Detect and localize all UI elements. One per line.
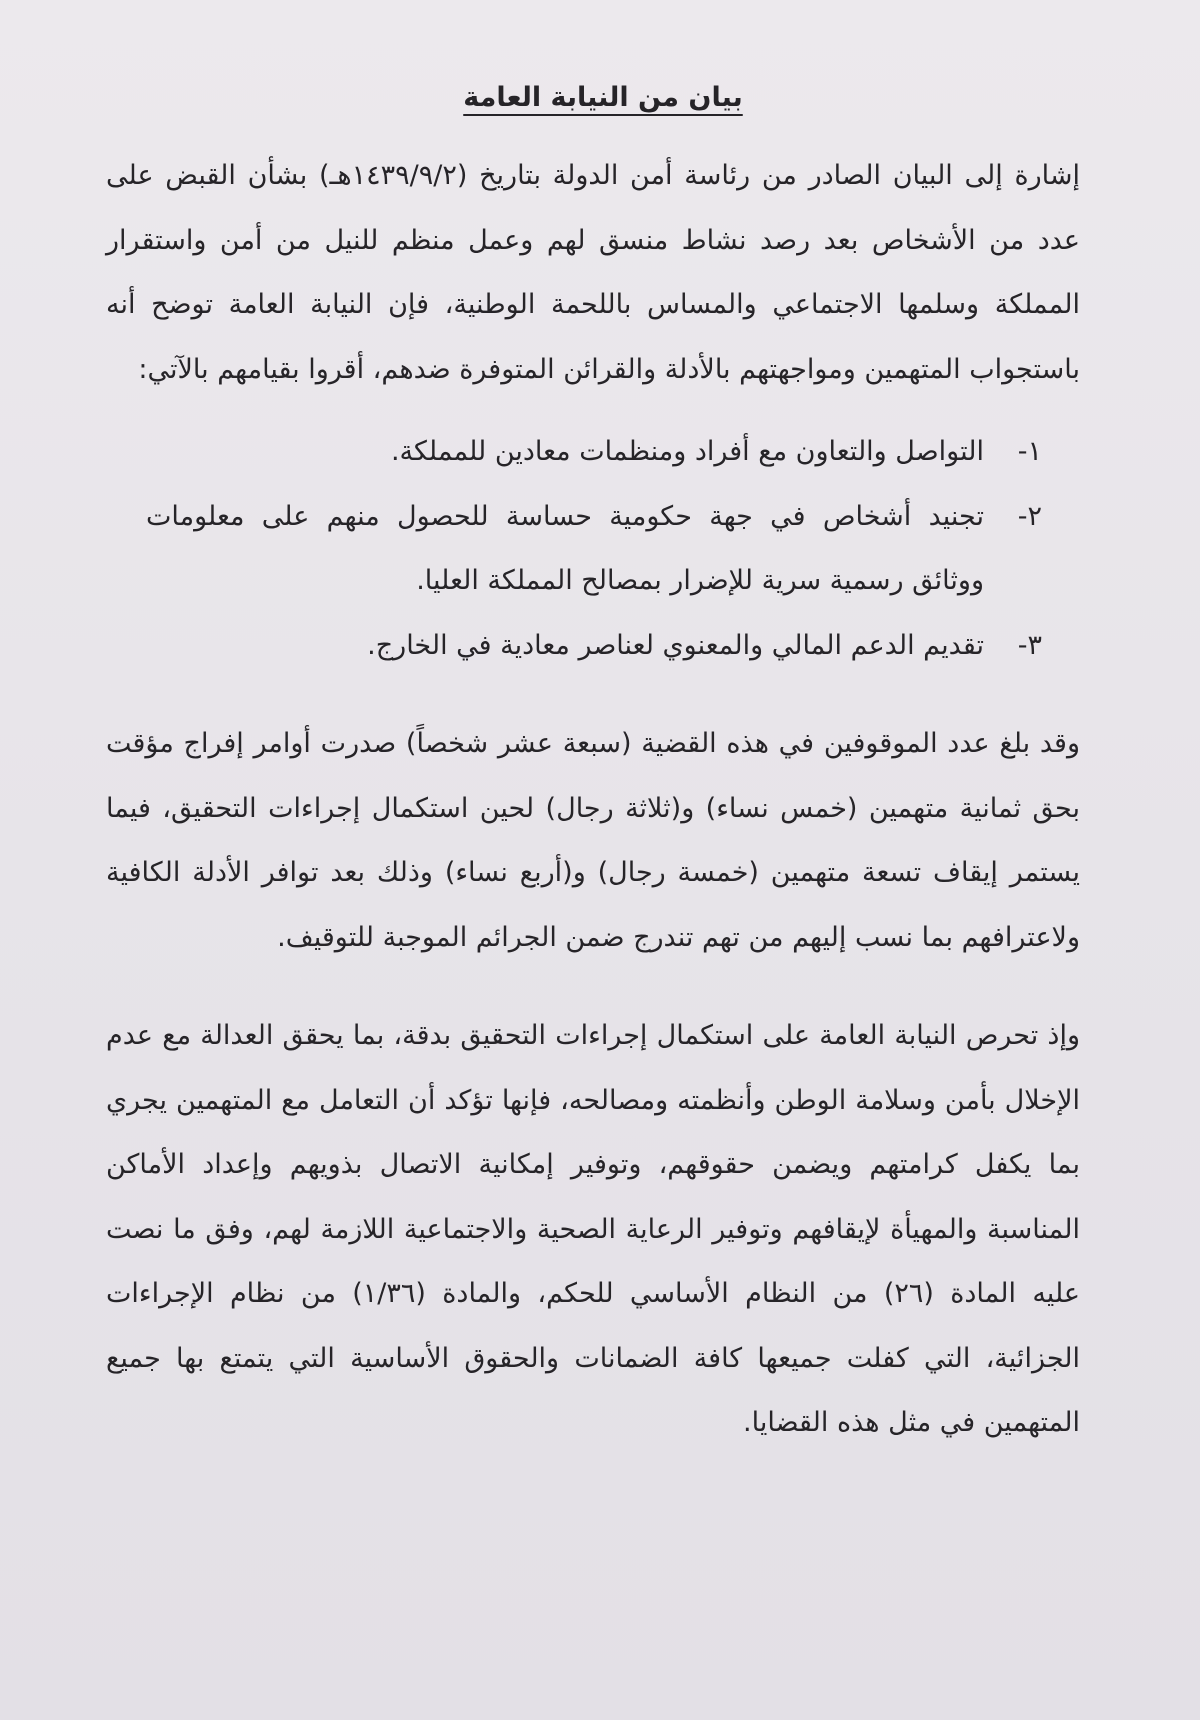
rights-paragraph: وإذ تحرص النيابة العامة على استكمال إجراءات التحقيق بدقة، بما يحقق العدالة مع عدم الإخلال بأمن وسلامة الوطن وأنظمته ومصالحه، فإنها تؤكد أن التعامل مع المتهمين يجري بما يكفل كرامتهم ويضمن حقوقهم، وتوفير إمكانية الاتصال بذويهم وإعداد الأماكن المناسبة والمهيأة لإيقافهم وتوفير الرعاية الصحية والاجتماعية اللازمة لهم، وفق ما نصت عليه المادة (٢٦) من النظام الأساسي للحكم، والمادة (١/٣٦) من نظام الإجراءات الجزائية، التي كفلت جميعها كافة الضمانات والحقوق الأساسية التي يتمتع بها جميع المتهمين في مثل هذه القضايا. — [106, 1020, 1080, 1438]
list-item — [146, 485, 1042, 614]
list-item-text: التواصل والتعاون مع أفراد ومنظمات معادين للمملكة. — [390, 436, 984, 467]
list-item-text: تقديم الدعم المالي والمعنوي لعناصر معادية في الخارج. — [367, 629, 984, 661]
list-item-number: ٣- — [1017, 629, 1042, 661]
list-item-number: ١- — [1017, 436, 1042, 467]
list-item — [146, 614, 1042, 679]
intro-paragraph: إشارة إلى البيان الصادر من رئاسة أمن الدولة بتاريخ (١٤٣٩/٩/٢هـ) بشأن القبض على عدد من الأشخاص بعد رصد نشاط منسق لهم وعمل منظم للنيل من أمن واستقرار المملكة وسلمها الاجتماعي والمساس باللحمة الوطنية، فإن النيابة العامة توضح أنه باستجواب المتهمين ومواجهتهم بالأدلة والقرائن المتوفرة ضدهم، أقروا بقيامهم بالآتي: — [106, 160, 1080, 385]
document-title: بيان من النيابة العامة — [463, 82, 743, 113]
charges-list — [106, 420, 1080, 678]
list-item — [146, 420, 1042, 485]
list-item-text: تجنيد أشخاص في جهة حكومية حساسة للحصول منهم على معلومات ووثائق رسمية سرية للإضرار بمصالح المملكة العليا. — [146, 500, 984, 596]
detainees-paragraph: وقد بلغ عدد الموقوفين في هذه القضية (سبعة عشر شخصاً) صدرت أوامر إفراج مؤقت بحق ثمانية متهمين (خمس نساء) و(ثلاثة رجال) لحين استكمال إجراءات التحقيق، فيما يستمر إيقاف تسعة متهمين (خمسة رجال) و(أربع نساء) وذلك بعد توافر الأدلة الكافية ولاعترافهم بما نسب إليهم من تهم تندرج ضمن الجرائم الموجبة للتوقيف. — [106, 728, 1080, 953]
list-item-number: ٢- — [1017, 500, 1042, 532]
